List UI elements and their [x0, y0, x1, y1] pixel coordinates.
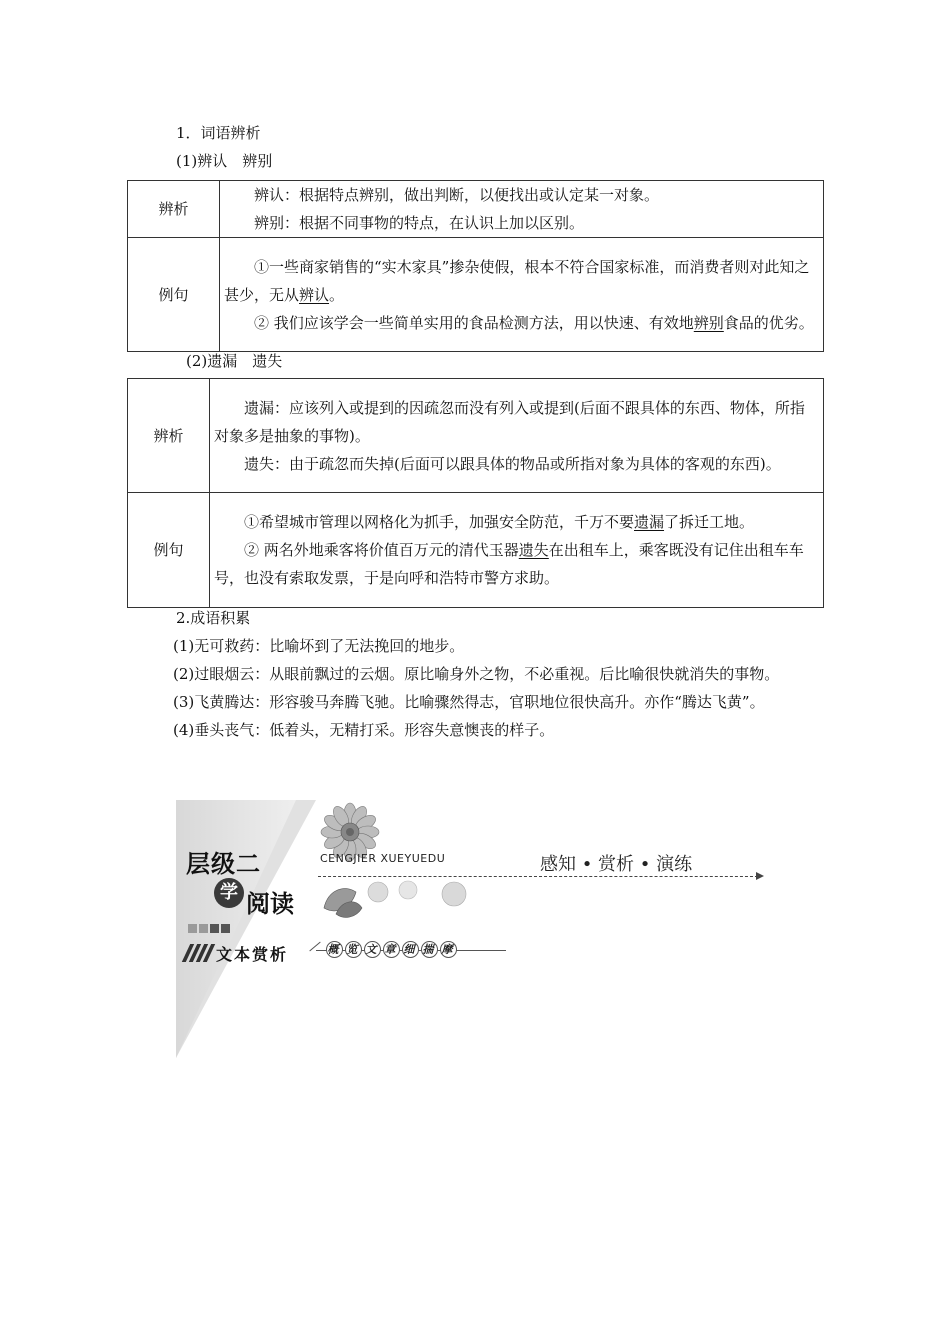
subtitle-char: 摩: [441, 943, 456, 956]
keyword: 遗漏: [634, 513, 665, 531]
banner-slogan: 感知 • 赏析 • 演练: [540, 854, 693, 875]
leaf-icon: [320, 878, 470, 922]
example-sentence: ② 我们应该学会一些简单实用的食品检测方法，用以快速、有效地辨别食品的优劣。: [254, 313, 814, 332]
subtitle-char: 览: [346, 943, 361, 956]
analysis-line: 遗失：由于疏忽而失掉(后面可以跟具体的物品或所指对象为具体的客观的东西)。: [244, 454, 781, 473]
keyword: 遗失: [518, 541, 549, 559]
comparison-table-1: [127, 180, 824, 352]
idiom-list: [143, 632, 808, 744]
subsection-subtitle: [326, 941, 459, 958]
pair2-title: (2)遗漏 遗失: [186, 352, 283, 370]
analysis-line: 遗漏：应该列入或提到的因疏忽而没有列入或提到(后面不跟具体的东西、物体，所指对象多是抽象的事物)。: [214, 398, 805, 445]
banner-squares: [188, 918, 232, 937]
section-heading-2: 2.成语积累: [176, 609, 251, 627]
subtitle-char: 章: [384, 943, 399, 956]
analysis-line: 辨认：根据特点辨别，做出判断，以便找出或认定某一对象。: [254, 186, 660, 204]
subtitle-char: 概: [327, 943, 342, 956]
idiom-item: (3)飞黄腾达：形容骏马奔腾飞驰。比喻骤然得志，官职地位很快高升。亦作“腾达飞黄”。: [173, 693, 765, 711]
comparison-table-2: [127, 378, 824, 608]
banner-level-title: 层级二: [186, 850, 261, 878]
banner-arrow-line: [318, 876, 758, 877]
keyword: 辨别: [693, 313, 724, 332]
stripes-icon: [182, 944, 210, 962]
section-banner: [176, 800, 776, 1062]
example-sentence: ①希望城市管理以网格化为抓手，加强安全防范，千万不要遗漏了拆迁工地。: [244, 513, 755, 531]
idiom-item: (4)垂头丧气：低着头，无精打采。形容失意懊丧的样子。: [173, 721, 555, 739]
banner-xue-badge: 学: [214, 878, 244, 908]
example-sentence: ①一些商家销售的“实木家具”掺杂使假，根本不符合国家标准，而消费者则对此知之甚少，无从辨认。: [224, 257, 810, 304]
pair1-title: (1)辨认 辨别: [176, 152, 273, 170]
idiom-item: (1)无可救药：比喻坏到了无法挽回的地步。: [173, 637, 465, 655]
idiom-item: (2)过眼烟云：从眼前飘过的云烟。原比喻身外之物，不必重视。后比喻很快就消失的事物。: [173, 665, 780, 683]
section-heading-1: 1．词语辨析: [176, 124, 261, 142]
subtitle-char: 揣: [422, 943, 437, 956]
banner-pinyin: CENGJIER XUEYUEDU: [320, 852, 446, 865]
subtitle-char: 细: [403, 943, 418, 956]
keyword: 辨认: [299, 285, 330, 304]
table-label-examples: 例句: [128, 493, 210, 608]
table-label-analysis: 辨析: [128, 379, 210, 493]
table-label-examples: 例句: [128, 238, 220, 352]
subsection-title: 文本赏析: [216, 945, 289, 964]
arrow-right-icon: [756, 872, 764, 880]
subtitle-char: 文: [365, 943, 380, 956]
banner-yuedu: 阅读: [246, 890, 294, 918]
example-sentence: ② 两名外地乘客将价值百万元的清代玉器遗失在出租车上，乘客既没有记住出租车车号，也没有索取发票，于是向呼和浩特市警方求助。: [214, 541, 804, 587]
table-label-analysis: 辨析: [128, 181, 220, 238]
analysis-line: 辨别：根据不同事物的特点，在认识上加以区别。: [254, 214, 585, 232]
